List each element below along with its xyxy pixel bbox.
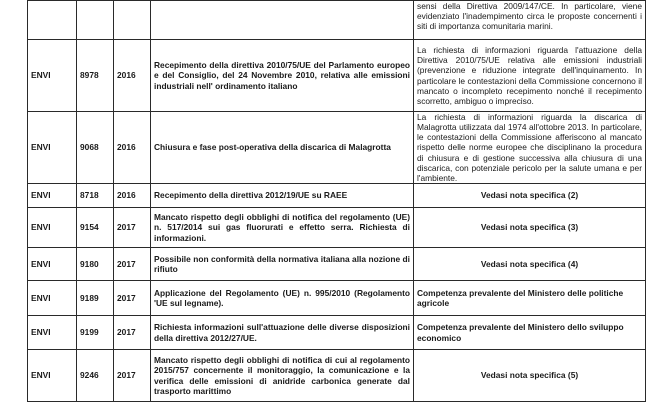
table-row xyxy=(28,208,646,248)
subject-cell: Mancato rispetto degli obblighi di notifica di cui al regolamento 2015/757 concernente il monitoraggio, la comunicazione e la verifica delle emissioni di anidride carbonica generate dal trasporto marittimo xyxy=(151,350,414,402)
note-paragraph: La richiesta di informazioni riguarda la discarica di Malagrotta utilizzata dal 1974 all'ottobre 2013. In particolare, le contestazioni della Commissione afferiscono al mancato rispetto delle norme europee che disciplinano la procedura di chiusura e di gestione successiva alla chiusura di una discarica, con potenziale pericolo per la salute umana e per l'ambiente. xyxy=(417,112,642,183)
procedure-number-cell: 8978 xyxy=(77,40,114,112)
note-paragraph: Competenza prevalente del Ministero delle politiche agricole xyxy=(417,287,624,308)
note-paragraph: La richiesta di informazioni riguarda l'attuazione della Direttiva 2010/75/UE relativa alle emissioni industriali (prevenzione e riduzione integrate dell'inquinamento. In particolare le contestazioni della Commissione concernono il mancato o incompleto recepimento nonché il recepimento scorretto, ambiguo o impreciso. xyxy=(417,45,642,106)
year-cell: 2017 xyxy=(114,350,151,402)
table-row xyxy=(28,1,646,40)
procedure-number-cell xyxy=(77,1,114,40)
procedure-number-cell: 9199 xyxy=(77,316,114,350)
note-cell xyxy=(414,1,646,40)
area-cell: ENVI xyxy=(28,350,77,402)
table-row xyxy=(28,248,646,281)
note-cell xyxy=(414,248,646,281)
subject-cell: Chiusura e fase post-operativa della discarica di Malagrotta xyxy=(151,112,414,184)
area-cell: ENVI xyxy=(28,316,77,350)
table-row xyxy=(28,184,646,208)
subject-cell: Possibile non conformità della normativa italiana alla nozione di rifiuto xyxy=(151,248,414,281)
note-paragraph: Vedasi nota specifica (2) xyxy=(480,190,579,201)
year-cell: 2016 xyxy=(114,112,151,184)
procedure-number-cell: 9189 xyxy=(77,281,114,316)
procedure-number-cell: 9246 xyxy=(77,350,114,402)
note-cell xyxy=(414,350,646,402)
table-row xyxy=(28,350,646,402)
year-cell: 2016 xyxy=(114,184,151,208)
area-cell: ENVI xyxy=(28,40,77,112)
year-cell xyxy=(114,1,151,40)
infringement-table xyxy=(27,0,646,402)
note-cell xyxy=(414,208,646,248)
note-cell xyxy=(414,184,646,208)
area-cell xyxy=(28,1,77,40)
table-row xyxy=(28,112,646,184)
area-cell: ENVI xyxy=(28,112,77,184)
year-cell: 2017 xyxy=(114,208,151,248)
table-row xyxy=(28,40,646,112)
note-cell xyxy=(414,316,646,350)
year-cell: 2017 xyxy=(114,316,151,350)
note-cell xyxy=(414,281,646,316)
note-cell xyxy=(414,40,646,112)
area-cell: ENVI xyxy=(28,281,77,316)
subject-cell: Applicazione del Regolamento (UE) n. 995/2010 (Regolamento 'UE sul legname). xyxy=(151,281,414,316)
table-row xyxy=(28,316,646,350)
procedure-number-cell: 9180 xyxy=(77,248,114,281)
procedure-number-cell: 8718 xyxy=(77,184,114,208)
year-cell: 2017 xyxy=(114,248,151,281)
note-paragraph: Vedasi nota specifica (5) xyxy=(480,370,579,381)
area-cell: ENVI xyxy=(28,248,77,281)
note-paragraph: sensi della Direttiva 2009/147/CE. In particolare, viene evidenziato l'inadempimento circa le proposte concernenti i siti di importanza comunitaria marini. xyxy=(417,1,642,32)
subject-cell xyxy=(151,1,414,40)
year-cell: 2017 xyxy=(114,281,151,316)
year-cell: 2016 xyxy=(114,40,151,112)
table-row xyxy=(28,281,646,316)
subject-cell: Richiesta informazioni sull'attuazione delle diverse disposizioni della direttiva 2012/27/UE. xyxy=(151,316,414,350)
procedure-number-cell: 9068 xyxy=(77,112,114,184)
subject-cell: Mancato rispetto degli obblighi di notifica del regolamento (UE) n. 517/2014 sui gas fluorurati e effetto serra. Richiesta di informazioni. xyxy=(151,208,414,248)
note-paragraph: Vedasi nota specifica (3) xyxy=(480,222,579,233)
procedure-number-cell: 9154 xyxy=(77,208,114,248)
subject-cell: Recepimento della direttiva 2012/19/UE su RAEE xyxy=(151,184,414,208)
note-paragraph: Competenza prevalente del Ministero dello sviluppo economico xyxy=(417,322,624,343)
note-paragraph: Vedasi nota specifica (4) xyxy=(480,258,579,269)
area-cell: ENVI xyxy=(28,184,77,208)
area-cell: ENVI xyxy=(28,208,77,248)
subject-cell: Recepimento della direttiva 2010/75/UE del Parlamento europeo e del Consiglio, del 24 Novembre 2010, relativa alle emissioni industriali nell' ordinamento italiano xyxy=(151,40,414,112)
note-cell xyxy=(414,112,646,184)
